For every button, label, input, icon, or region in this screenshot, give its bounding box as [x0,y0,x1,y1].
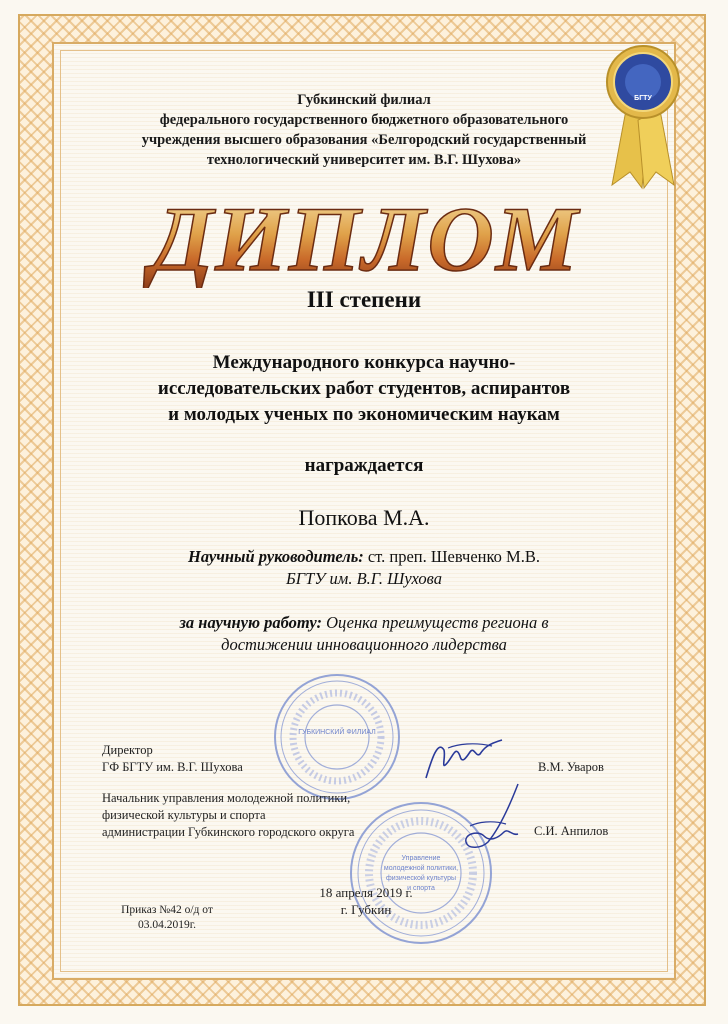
work-block [0,612,728,656]
order-line: 03.04.2019г. [137,919,197,931]
head-line: Начальник управления молодежной политики, [102,791,351,805]
director-signature-icon [418,728,508,788]
head-line: администрации Губкинского городского округа [102,825,355,839]
seal-text: Управление [401,855,441,862]
supervisor-value: ст. преп. Шевченко М.В. [363,547,540,566]
work-label: за научную работу: [179,613,322,632]
date-block [316,884,416,918]
order-block [117,903,217,933]
official-seal-icon [272,672,402,802]
contest-line: и молодых ученых по экономическим наукам [168,404,560,425]
issue-date: 18 апреля 2019 г. [319,885,413,900]
recipient-name: Попкова М.А. [298,505,430,530]
director-line: ГФ БГТУ им. В.Г. Шухова [102,760,243,774]
head-line: физической культуры и спорта [102,808,266,822]
degree: III степени [306,287,422,312]
header-line: Губкинский филиал [297,92,431,108]
contest-name [0,350,728,428]
supervisor-org: БГТУ им. В.Г. Шухова [286,569,442,588]
contest-line: исследовательских работ студентов, аспирантов [157,378,571,399]
header-line: учреждения высшего образования «Белгородский государственный [141,132,587,148]
header-line: технологический университет им. В.Г. Шухова» [206,152,522,168]
seal-text: и спорта [407,885,435,892]
work-title-cont: достижении инновационного лидерства [221,635,507,654]
work-title: Оценка преимуществ региона в [321,613,549,632]
seal-text: физической культуры [385,875,457,882]
order-line: Приказ №42 о/д от [121,904,213,916]
header-line: федерального государственного бюджетного образовательного [159,112,569,128]
director-title [102,742,243,776]
seal-center-text: ГУБКИНСКИЙ ФИЛИАЛ [298,729,376,736]
awarded-label: награждается [304,455,424,476]
medal-label: БГТУ [634,95,652,102]
director-line: Директор [102,743,153,757]
director-name: В.М. Уваров [538,760,604,774]
supervisor-block [0,546,728,590]
title-text: ДИПЛОМ [150,188,580,288]
head-signature-icon [448,780,528,860]
head-title [102,790,354,841]
issuer-header [0,90,728,170]
issue-city: г. Губкин [340,902,392,917]
seal-text: молодежной политики, [383,865,459,872]
contest-line: Международного конкурса научно- [212,352,516,373]
head-name: С.И. Анпилов [534,824,609,838]
diploma-title [140,188,590,288]
supervisor-label: Научный руководитель: [188,547,364,566]
